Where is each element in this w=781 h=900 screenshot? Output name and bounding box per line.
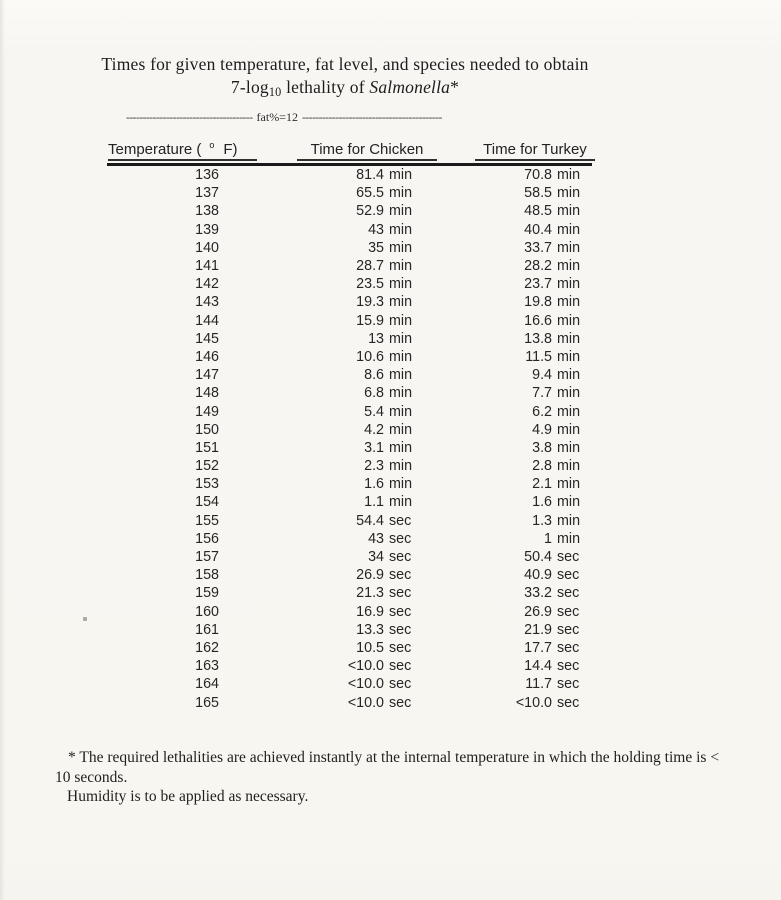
temperature-cell: 152 — [195, 458, 219, 475]
footnote-line-3: Humidity is to be applied as necessary. — [67, 788, 309, 805]
lethality-table — [107, 141, 592, 712]
turkey-time-unit: min — [557, 512, 581, 529]
turkey-time-unit: min — [557, 239, 581, 256]
turkey-time-cell — [419, 622, 591, 638]
col-header-temperature: Temperature ( o F) — [108, 141, 257, 161]
temperature-cell: 165 — [195, 694, 219, 711]
temperature-cell: 163 — [195, 658, 219, 675]
title-log-prefix: 7-log — [230, 77, 269, 97]
turkey-time-value: 40.9 — [524, 567, 552, 584]
turkey-time-value: 33.7 — [524, 239, 552, 256]
footnote — [55, 748, 750, 807]
chicken-time-unit: min — [389, 312, 413, 329]
table-row — [107, 293, 592, 311]
turkey-time-unit: min — [557, 421, 581, 438]
chicken-time-value: 16.9 — [356, 603, 384, 620]
temperature-cell: 142 — [195, 276, 219, 293]
turkey-time-value: 7.7 — [532, 385, 552, 402]
turkey-time-unit: min — [557, 476, 581, 493]
temperature-cell: 162 — [195, 639, 219, 656]
chicken-time-unit: sec — [389, 512, 412, 529]
table-row — [107, 584, 592, 602]
turkey-time-value: 3.8 — [532, 439, 552, 456]
page-title — [0, 53, 690, 99]
chicken-time-cell — [219, 640, 419, 656]
chicken-time-value: 28.7 — [356, 258, 384, 275]
turkey-time-value: 1.6 — [532, 494, 552, 511]
temperature-cell: 147 — [195, 367, 219, 384]
chicken-time-cell — [219, 531, 419, 547]
title-asterisk: * — [450, 77, 460, 97]
turkey-time-unit: min — [557, 258, 581, 275]
chicken-time-unit: min — [389, 421, 413, 438]
turkey-time-unit: min — [557, 348, 581, 365]
chicken-time-cell — [219, 367, 419, 383]
table-row — [107, 239, 592, 257]
chicken-time-unit: min — [389, 494, 413, 511]
turkey-time-unit: min — [557, 312, 581, 329]
chicken-time-unit: sec — [389, 585, 412, 602]
temperature-cell: 138 — [195, 203, 219, 220]
fat-level-label: fat%=12 — [256, 110, 298, 124]
chicken-time-value: 81.4 — [356, 167, 384, 184]
chicken-time-unit: min — [389, 439, 413, 456]
divider-dashes-left: -------------------------------------- — [126, 112, 253, 124]
turkey-time-cell — [419, 695, 591, 711]
chicken-time-unit: sec — [389, 639, 412, 656]
table-row — [107, 166, 592, 184]
chicken-time-cell — [219, 422, 419, 438]
turkey-time-unit: min — [557, 294, 581, 311]
turkey-time-cell — [419, 258, 591, 274]
chicken-time-cell — [219, 440, 419, 456]
chicken-time-cell — [219, 313, 419, 329]
turkey-time-cell — [419, 294, 591, 310]
salmonella-italic: Salmonella — [369, 77, 451, 97]
table-row — [107, 657, 592, 675]
chicken-time-value: 8.6 — [364, 367, 384, 384]
chicken-time-cell — [219, 331, 419, 347]
title-line-1: Times for given temperature, fat level, and species needed to obtain — [101, 54, 589, 74]
turkey-time-unit: sec — [557, 567, 580, 584]
turkey-time-unit: sec — [557, 603, 580, 620]
chicken-time-unit: min — [389, 239, 413, 256]
chicken-time-cell — [219, 676, 419, 692]
turkey-time-cell — [419, 367, 591, 383]
chicken-time-value: 34 — [368, 549, 384, 566]
table-row — [107, 548, 592, 566]
chicken-time-value: <10.0 — [347, 694, 384, 711]
temperature-cell: 136 — [195, 167, 219, 184]
table-row — [107, 184, 592, 202]
temperature-cell: 145 — [195, 330, 219, 347]
chicken-time-cell — [219, 458, 419, 474]
chicken-time-unit: sec — [389, 621, 412, 638]
turkey-time-unit: min — [557, 530, 581, 547]
chicken-time-value: 65.5 — [356, 185, 384, 202]
turkey-time-cell — [419, 604, 591, 620]
turkey-time-unit: min — [557, 185, 581, 202]
scan-artifact-speck — [83, 617, 87, 621]
table-row — [107, 475, 592, 493]
turkey-time-cell — [419, 494, 591, 510]
temperature-cell: 151 — [195, 439, 219, 456]
temperature-cell: 143 — [195, 294, 219, 311]
temperature-cell: 153 — [195, 476, 219, 493]
temperature-cell: 164 — [195, 676, 219, 693]
log-subscript: 10 — [268, 85, 282, 99]
chicken-time-value: <10.0 — [347, 658, 384, 675]
chicken-time-cell — [219, 185, 419, 201]
temperature-cell: 160 — [195, 603, 219, 620]
table-row — [107, 330, 592, 348]
chicken-time-value: 5.4 — [364, 403, 384, 420]
chicken-time-value: 10.5 — [356, 639, 384, 656]
table-row — [107, 202, 592, 220]
chicken-time-unit: min — [389, 221, 413, 238]
turkey-time-cell — [419, 676, 591, 692]
chicken-time-unit: min — [389, 203, 413, 220]
turkey-time-unit: min — [557, 385, 581, 402]
chicken-time-value: 6.8 — [364, 385, 384, 402]
col-header-turkey: Time for Turkey — [475, 141, 595, 161]
turkey-time-cell — [419, 513, 591, 529]
chicken-time-cell — [219, 258, 419, 274]
temperature-header-unit: F) — [223, 141, 238, 158]
temperature-cell: 150 — [195, 421, 219, 438]
chicken-time-unit: min — [389, 185, 413, 202]
table-row — [107, 512, 592, 530]
table-row — [107, 675, 592, 693]
chicken-time-cell — [219, 240, 419, 256]
temperature-cell: 141 — [195, 258, 219, 275]
chicken-time-value: <10.0 — [347, 676, 384, 693]
turkey-time-unit: min — [557, 403, 581, 420]
turkey-time-value: 4.9 — [532, 421, 552, 438]
turkey-time-unit: sec — [557, 676, 580, 693]
title-middle-text: lethality of — [281, 77, 370, 97]
chicken-time-value: 35 — [368, 239, 384, 256]
temperature-cell: 159 — [195, 585, 219, 602]
table-row — [107, 457, 592, 475]
temperature-cell: 149 — [195, 403, 219, 420]
temperature-cell: 137 — [195, 185, 219, 202]
turkey-time-value: 26.9 — [524, 603, 552, 620]
chicken-time-value: 15.9 — [356, 312, 384, 329]
turkey-time-value: 2.8 — [532, 458, 552, 475]
turkey-time-cell — [419, 531, 591, 547]
turkey-time-value: 11.5 — [525, 348, 552, 365]
turkey-time-value: 13.8 — [524, 330, 552, 347]
table-row — [107, 402, 592, 420]
turkey-time-cell — [419, 385, 591, 401]
turkey-time-value: <10.0 — [515, 694, 552, 711]
turkey-time-cell — [419, 567, 591, 583]
turkey-time-unit: min — [557, 494, 581, 511]
turkey-time-unit: min — [557, 458, 581, 475]
chicken-time-value: 23.5 — [356, 276, 384, 293]
turkey-time-value: 9.4 — [532, 367, 552, 384]
chicken-time-value: 26.9 — [356, 567, 384, 584]
turkey-time-cell — [419, 313, 591, 329]
turkey-time-cell — [419, 658, 591, 674]
table-row — [107, 439, 592, 457]
footnote-line-1: * The required lethalities are achieved instantly at the internal temperature in which the holding time is < — [68, 749, 720, 766]
chicken-time-value: 1.6 — [364, 476, 384, 493]
turkey-time-value: 11.7 — [525, 676, 552, 693]
turkey-time-unit: sec — [557, 639, 580, 656]
chicken-time-value: 19.3 — [356, 294, 384, 311]
chicken-time-value: 13 — [368, 330, 384, 347]
turkey-time-cell — [419, 349, 591, 365]
chicken-time-unit: min — [389, 458, 413, 475]
chicken-time-cell — [219, 513, 419, 529]
turkey-time-cell — [419, 276, 591, 292]
chicken-time-value: 3.1 — [364, 439, 384, 456]
table-row — [107, 257, 592, 275]
temperature-cell: 139 — [195, 221, 219, 238]
turkey-time-unit: min — [557, 203, 581, 220]
temperature-cell: 144 — [195, 312, 219, 329]
table-row — [107, 221, 592, 239]
chicken-time-cell — [219, 695, 419, 711]
chicken-time-cell — [219, 604, 419, 620]
col-header-chicken: Time for Chicken — [297, 141, 437, 161]
turkey-time-unit: min — [557, 221, 581, 238]
turkey-time-unit: sec — [557, 549, 580, 566]
fat-level-divider — [126, 110, 442, 125]
turkey-time-value: 19.8 — [524, 294, 552, 311]
turkey-time-value: 33.2 — [524, 585, 552, 602]
turkey-time-value: 50.4 — [524, 549, 552, 566]
turkey-time-value: 48.5 — [524, 203, 552, 220]
chicken-time-cell — [219, 385, 419, 401]
chicken-time-cell — [219, 567, 419, 583]
table-row — [107, 693, 592, 711]
chicken-time-cell — [219, 222, 419, 238]
turkey-time-cell — [419, 222, 591, 238]
turkey-time-value: 1 — [544, 530, 552, 547]
chicken-time-unit: sec — [389, 567, 412, 584]
chicken-time-value: 4.2 — [364, 421, 384, 438]
table-row — [107, 384, 592, 402]
temperature-cell: 146 — [195, 348, 219, 365]
chicken-time-value: 13.3 — [356, 621, 384, 638]
chicken-time-unit: sec — [389, 603, 412, 620]
chicken-time-value: 1.1 — [364, 494, 384, 511]
chicken-time-value: 2.3 — [364, 458, 384, 475]
turkey-time-unit: sec — [557, 694, 580, 711]
chicken-time-unit: min — [389, 330, 413, 347]
turkey-time-cell — [419, 203, 591, 219]
chicken-time-cell — [219, 167, 419, 183]
turkey-time-unit: sec — [557, 658, 580, 675]
turkey-time-unit: min — [557, 330, 581, 347]
turkey-time-cell — [419, 476, 591, 492]
title-line-2 — [0, 76, 690, 99]
chicken-time-cell — [219, 294, 419, 310]
table-row — [107, 639, 592, 657]
chicken-time-value: 43 — [368, 530, 384, 547]
turkey-time-unit: sec — [557, 585, 580, 602]
table-row — [107, 493, 592, 511]
chicken-time-unit: sec — [389, 694, 412, 711]
table-row — [107, 566, 592, 584]
chicken-time-unit: sec — [389, 676, 412, 693]
turkey-time-cell — [419, 167, 591, 183]
turkey-time-cell — [419, 185, 591, 201]
turkey-time-value: 16.6 — [524, 312, 552, 329]
turkey-time-value: 6.2 — [532, 403, 552, 420]
turkey-time-unit: min — [557, 167, 581, 184]
table-row — [107, 530, 592, 548]
turkey-time-value: 28.2 — [524, 258, 552, 275]
chicken-time-value: 10.6 — [356, 348, 384, 365]
temperature-cell: 155 — [195, 512, 219, 529]
chicken-time-unit: min — [389, 476, 413, 493]
turkey-time-value: 1.3 — [532, 512, 552, 529]
turkey-time-cell — [419, 585, 591, 601]
chicken-time-unit: min — [389, 348, 413, 365]
table-body — [107, 166, 592, 712]
chicken-time-cell — [219, 476, 419, 492]
turkey-time-value: 70.8 — [524, 167, 552, 184]
turkey-time-unit: min — [557, 439, 581, 456]
turkey-time-cell — [419, 422, 591, 438]
turkey-time-cell — [419, 440, 591, 456]
chicken-time-cell — [219, 494, 419, 510]
turkey-time-value: 17.7 — [524, 639, 552, 656]
turkey-time-unit: sec — [557, 621, 580, 638]
table-row — [107, 275, 592, 293]
turkey-time-value: 2.1 — [532, 476, 552, 493]
turkey-time-cell — [419, 404, 591, 420]
table-header-row — [107, 141, 592, 161]
chicken-time-cell — [219, 622, 419, 638]
chicken-time-value: 21.3 — [356, 585, 384, 602]
turkey-time-value: 23.7 — [524, 276, 552, 293]
temperature-cell: 158 — [195, 567, 219, 584]
temperature-cell: 154 — [195, 494, 219, 511]
chicken-time-unit: min — [389, 167, 413, 184]
turkey-time-value: 14.4 — [524, 658, 552, 675]
chicken-time-unit: min — [389, 367, 413, 384]
temperature-cell: 140 — [195, 239, 219, 256]
temperature-cell: 148 — [195, 385, 219, 402]
temperature-cell: 156 — [195, 530, 219, 547]
chicken-time-cell — [219, 404, 419, 420]
table-row — [107, 621, 592, 639]
table-row — [107, 603, 592, 621]
chicken-time-cell — [219, 349, 419, 365]
chicken-time-cell — [219, 585, 419, 601]
chicken-time-unit: sec — [389, 658, 412, 675]
turkey-time-unit: min — [557, 367, 581, 384]
chicken-time-unit: min — [389, 403, 413, 420]
chicken-time-unit: min — [389, 385, 413, 402]
table-row — [107, 312, 592, 330]
turkey-time-unit: min — [557, 276, 581, 293]
chicken-time-unit: min — [389, 258, 413, 275]
chicken-time-cell — [219, 276, 419, 292]
footnote-line-2: 10 seconds. — [55, 768, 128, 786]
turkey-time-cell — [419, 331, 591, 347]
table-row — [107, 421, 592, 439]
chicken-time-cell — [219, 658, 419, 674]
turkey-time-cell — [419, 549, 591, 565]
table-row — [107, 366, 592, 384]
turkey-time-value: 40.4 — [524, 221, 552, 238]
temperature-header-text: Temperature ( — [108, 141, 202, 158]
chicken-time-value: 54.4 — [356, 512, 384, 529]
chicken-time-unit: sec — [389, 530, 412, 547]
turkey-time-cell — [419, 458, 591, 474]
turkey-time-value: 21.9 — [524, 621, 552, 638]
chicken-time-unit: sec — [389, 549, 412, 566]
chicken-time-unit: min — [389, 276, 413, 293]
turkey-time-cell — [419, 240, 591, 256]
chicken-time-value: 43 — [368, 221, 384, 238]
turkey-time-value: 58.5 — [524, 185, 552, 202]
chicken-time-unit: min — [389, 294, 413, 311]
chicken-time-cell — [219, 203, 419, 219]
chicken-time-cell — [219, 549, 419, 565]
temperature-cell: 161 — [195, 621, 219, 638]
divider-dashes-right: ------------------------------------------ — [301, 112, 442, 124]
temperature-cell: 157 — [195, 549, 219, 566]
table-row — [107, 348, 592, 366]
chicken-time-value: 52.9 — [356, 203, 384, 220]
turkey-time-cell — [419, 640, 591, 656]
